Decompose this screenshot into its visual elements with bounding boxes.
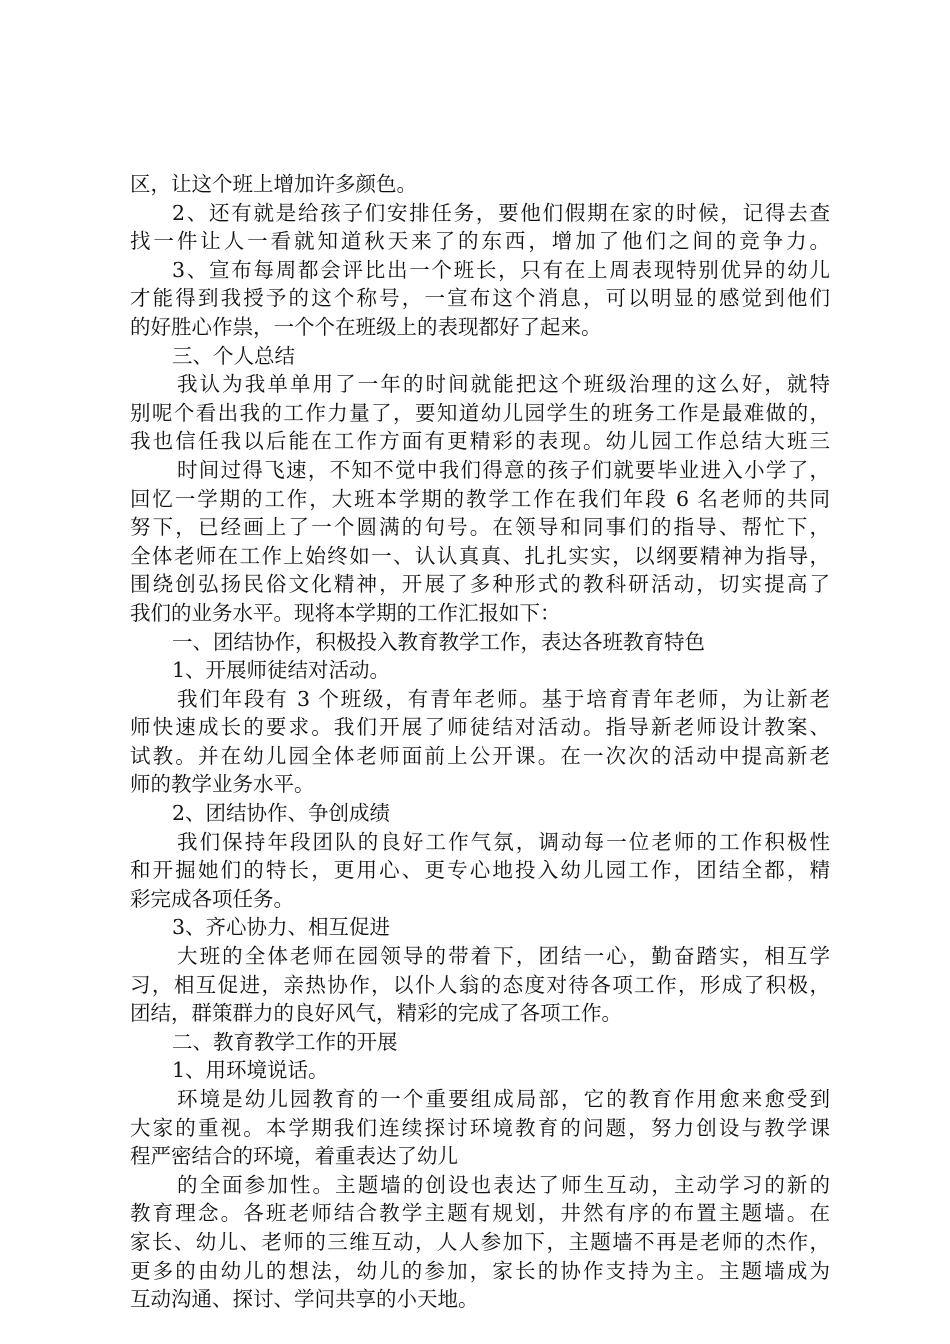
text-line: 习，相互促进，亲热协作，以仆人翁的态度对待各项工作，形成了积极， [130,972,830,997]
text-line: 努下，已经画上了一个圆满的句号。在领导和同事们的指导、帮忙下， [130,515,830,540]
text-line: 三、个人总结 [172,343,295,368]
text-line: 程严密结合的环境，着重表达了幼儿 [130,1144,458,1169]
text-line: 回忆一学期的工作，大班本学期的教学工作在我们年段 6 名老师的共同 [130,486,830,511]
text-line: 我们保持年段团队的良好工作气氛，调动每一位老师的工作积极性 [177,829,830,854]
text-line: 彩完成各项任务。 [130,886,294,911]
text-line: 时间过得飞速，不知不觉中我们得意的孩子们就要毕业进入小学了， [177,457,830,482]
text-line: 教育理念。各班老师结合教学主题有规划，井然有序的布置主题墙。在 [130,1201,830,1226]
document-body [130,170,830,1314]
text-line: 3、宣布每周都会评比出一个班长，只有在上周表现特别优异的幼儿 [172,257,830,282]
text-line: 区，让这个班上增加许多颜色。 [130,172,417,196]
text-line: 试教。并在幼儿园全体老师面前上公开课。在一次次的活动中提高新老 [130,743,830,768]
text-line: 师的教学业务水平。 [130,772,315,797]
text-line: 师快速成长的要求。我们开展了师徒结对活动。指导新老师设计教案、 [130,715,830,740]
text-line: 的全面参加性。主题墙的创设也表达了师生互动，主动学习的新的 [177,1172,830,1197]
text-line: 大家的重视。本学期我们连续探讨环境教育的问题，努力创设与教学课 [130,1115,830,1140]
text-line: 和开掘她们的特长，更用心、更专心地投入幼儿园工作，团结全都，精 [130,858,830,883]
text-line: 1、开展师徒结对活动。 [172,658,391,683]
text-line: 3、齐心协力、相互促进 [172,915,391,940]
text-line: 2、团结协作、争创成绩 [172,801,391,826]
text-line: 我也信任我以后能在工作方面有更精彩的表现。幼儿园工作总结大班三 [130,429,830,454]
text-line: 2、还有就是给孩子们安排任务，要他们假期在家的时候，记得去查 [172,200,830,225]
text-line: 更多的由幼儿的想法，幼儿的参加，家长的协作支持为主。主题墙成为 [130,1258,830,1283]
text-line: 家长、幼儿、老师的三维互动，人人参加下，主题墙不再是老师的杰作， [130,1229,830,1254]
text-line: 我们的业务水平。现将本学期的工作汇报如下： [130,600,561,625]
text-line: 互动沟通、探讨、学问共享的小天地。 [130,1287,479,1312]
text-line: 一、团结协作，积极投入教育教学工作，表达各班教育特色 [172,629,705,654]
text-line: 的好胜心作祟，一个个在班级上的表现都好了起来。 [130,314,602,339]
text-line: 找一件让人一看就知道秋天来了的东西，增加了他们之间的竞争力。 [130,229,830,254]
text-line: 团结，群策群力的良好风气，精彩的完成了各项工作。 [130,1001,622,1026]
text-line: 我们年段有 3 个班级，有青年老师。基于培育青年老师，为让新老 [177,686,830,711]
text-line: 全体老师在工作上始终如一、认认真真、扎扎实实，以纲要精神为指导， [130,543,830,568]
text-line: 环境是幼儿园教育的一个重要组成局部，它的教育作用愈来愈受到 [177,1087,830,1111]
text-line: 我认为我单单用了一年的时间就能把这个班级治理的这么好，就特 [177,372,830,397]
text-line: 大班的全体老师在园领导的带着下，团结一心，勤奋踏实，相互学 [177,944,830,969]
text-line: 围绕创弘扬民俗文化精神，开展了多种形式的教科研活动，切实提高了 [130,572,830,597]
text-line: 别呢个看出我的工作力量了，要知道幼儿园学生的班务工作是最难做的， [130,400,830,425]
text-line: 二、教育教学工作的开展 [172,1029,398,1054]
text-line: 才能得到我授予的这个称号，一宣布这个消息，可以明显的感觉到他们 [130,286,830,311]
text-line: 1、用环境说话。 [172,1058,329,1083]
